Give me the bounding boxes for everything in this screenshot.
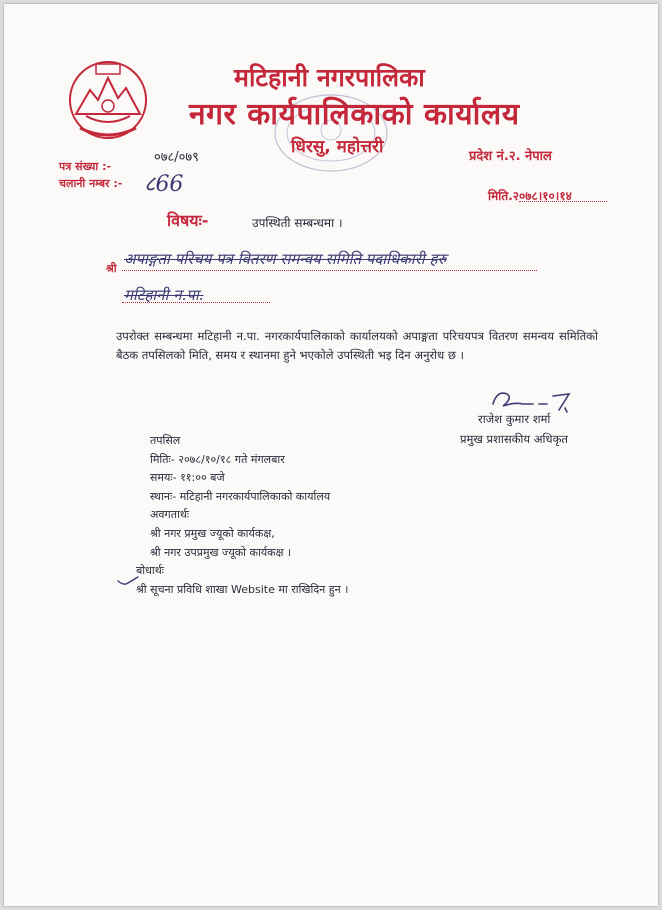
letter-date: मिति.२०७८।१०।१४: [488, 189, 572, 203]
signatory-title: प्रमुख प्रशासकीय अधिकृत: [460, 432, 568, 446]
letter-page: [4, 4, 658, 906]
action-label: बोधार्थः: [136, 564, 164, 578]
office-name: नगर कार्यपालिकाको कार्यालय: [189, 97, 520, 132]
date-dotted-line: [519, 201, 607, 202]
cc-deputy-mayor-office: श्री नगर उपप्रमुख ज्यूको कार्यकक्ष ।: [150, 545, 292, 559]
recipient-prefix: श्री: [106, 262, 117, 275]
cc-mayor-office: श्री नगर प्रमुख ज्यूको कार्यकक्ष,: [150, 526, 275, 540]
nepal-emblem-icon: [66, 56, 150, 144]
fiscal-year: ०७८/०७९: [154, 150, 199, 165]
meeting-time: समयः- ११:०० बजे: [150, 471, 225, 485]
dispatch-number-label: चलानी नम्बर :-: [59, 177, 123, 190]
subject-text: उपस्थिती सम्बन्धमा ।: [252, 216, 343, 230]
subject-label: विषयः-: [167, 211, 209, 230]
recipient-line-2: मटिहानी न.पा.: [124, 286, 204, 304]
info-label: अवगतार्थः: [150, 508, 190, 522]
recipient-dotted-line-2: [122, 302, 270, 303]
province-address: प्रदेश नं.२. नेपाल: [469, 149, 552, 164]
recipient-line-1: अपाङ्गता परिचय पत्र वितरण समन्वय समिति पदाधिकारी हरु: [124, 250, 447, 268]
meeting-details: [136, 432, 349, 599]
letter-body: उपरोक्त सम्बन्धमा मटिहानी न.पा. नगरकार्यपालिकाको कार्यालयको अपाङ्गता परिचयपत्र वितरण समन्वय समितिको बैठक तपसिलको मिति, समय र स्थानमा हुने भएकोले उपस्थिती भइ दिन अनुरोध छ ।: [116, 329, 598, 362]
check-mark-icon: [116, 574, 140, 588]
meeting-date: मितिः- २०७८/१०/१८ गते मंगलबार: [150, 452, 285, 466]
letter-number-label: पत्र संख्या :-: [59, 160, 112, 173]
action-it-section: श्री सूचना प्रविधि शाखा Website मा राखिदिन हुन ।: [136, 582, 349, 596]
dispatch-number: ८66: [144, 172, 184, 197]
signatory-name: राजेश कुमार शर्मा: [478, 412, 551, 426]
details-heading: तपसिल: [150, 434, 181, 447]
district-address: धिरसु, महोत्तरी: [291, 137, 384, 157]
meeting-place: स्थानः- मटिहानी नगरकार्यपालिकाको कार्यालय: [150, 489, 331, 503]
recipient-dotted-line-1: [122, 270, 537, 271]
municipality-name: मटिहानी नगरपालिका: [234, 63, 425, 92]
